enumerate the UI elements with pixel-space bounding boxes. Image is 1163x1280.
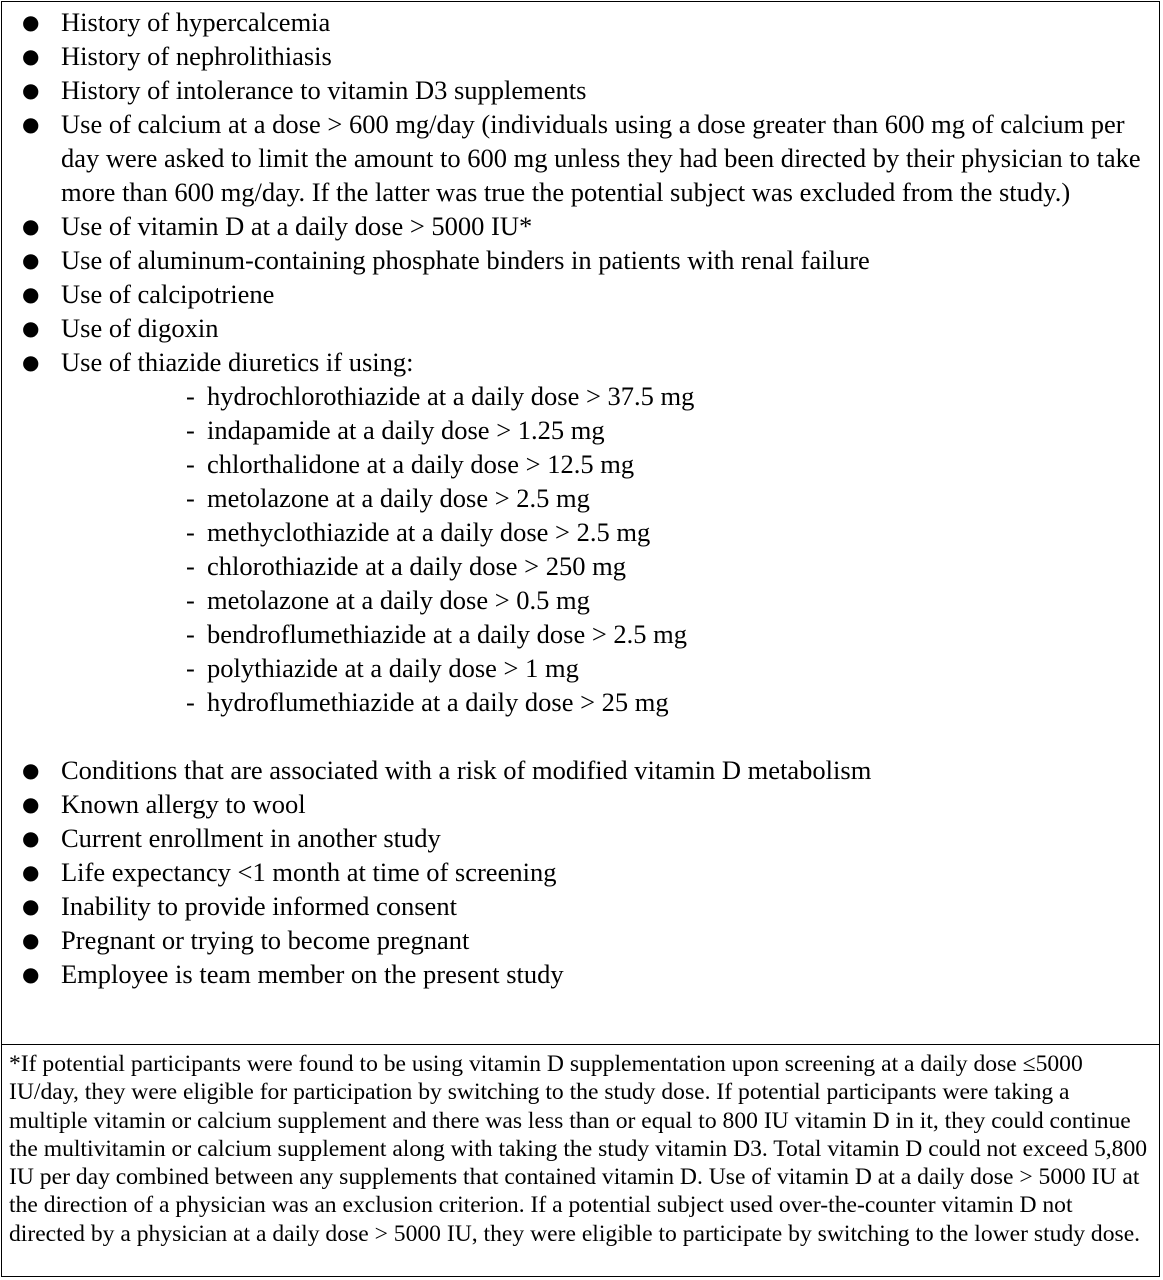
exclusion-criteria-table	[1, 1, 1160, 1277]
list-item	[2, 889, 1159, 923]
thiazide-sublist	[61, 379, 1145, 719]
bullet-icon: ●	[22, 792, 40, 816]
dash-icon: -	[186, 517, 195, 547]
sublist-item	[61, 515, 1145, 549]
bullet-icon: ●	[22, 214, 40, 238]
dash-icon: -	[186, 449, 195, 479]
subitem-text: chlorothiazide at a daily dose > 250 mg	[207, 551, 626, 581]
list-item-thiazide	[2, 345, 1159, 719]
bullet-icon: ●	[22, 316, 40, 340]
subitem-text: metolazone at a daily dose > 2.5 mg	[207, 483, 590, 513]
sublist-item	[61, 617, 1145, 651]
sublist-item	[61, 549, 1145, 583]
sublist-item	[61, 481, 1145, 515]
bullet-icon: ●	[22, 928, 40, 952]
list-item	[2, 209, 1159, 243]
criterion-text: Employee is team member on the present study	[61, 959, 564, 989]
list-item	[2, 957, 1159, 991]
bullet-icon: ●	[22, 860, 40, 884]
bullet-icon: ●	[22, 826, 40, 850]
footnote: *If potential participants were found to be using vitamin D supplementation upon screening at a daily dose ≤5000 IU/day, they were eligible for participation by switching to the study dose. If potential participants were taking a multiple vitamin or calcium supplement and there was less than or equal to 800 IU vitamin D in it, they could continue the multivitamin or calcium supplement along with taking the study vitamin D3. Total vitamin D could not exceed 5,800 IU per day combined between any supplements that contained vitamin D. Use of vitamin D at a daily dose > 5000 IU at the direction of a physician was an exclusion criterion. If a potential subject used over-the-counter vitamin D not directed by a physician at a daily dose > 5000 IU, they were eligible to participate by switching to the lower study dose.	[9, 1051, 1148, 1247]
criterion-text: Use of calcium at a dose > 600 mg/day (individuals using a dose greater than 600 mg of calcium per day were asked to limit the amount to 600 mg unless they had been directed by their physician to take more than 600 mg/day. If the latter was true the potential subject was excluded from the study.)	[61, 109, 1141, 207]
dash-icon: -	[186, 687, 195, 717]
bullet-icon: ●	[22, 962, 40, 986]
dash-icon: -	[186, 415, 195, 445]
criterion-text: History of nephrolithiasis	[61, 41, 332, 71]
subitem-text: indapamide at a daily dose > 1.25 mg	[207, 415, 605, 445]
bullet-icon: ●	[22, 112, 40, 136]
subitem-text: chlorthalidone at a daily dose > 12.5 mg	[207, 449, 635, 479]
bullet-icon: ●	[22, 10, 40, 34]
criterion-text: History of hypercalcemia	[61, 7, 331, 37]
subitem-text: hydrochlorothiazide at a daily dose > 37.5 mg	[207, 381, 695, 411]
list-item	[2, 855, 1159, 889]
sublist-item	[61, 447, 1145, 481]
list-item	[2, 39, 1159, 73]
list-item	[2, 73, 1159, 107]
subitem-text: hydroflumethiazide at a daily dose > 25 mg	[207, 687, 669, 717]
list-item	[2, 787, 1159, 821]
criterion-text: Use of aluminum-containing phosphate binders in patients with renal failure	[61, 245, 870, 275]
bullet-icon: ●	[22, 248, 40, 272]
dash-icon: -	[186, 653, 195, 683]
criterion-text: Use of calcipotriene	[61, 279, 275, 309]
list-item	[2, 753, 1159, 787]
criterion-text: Inability to provide informed consent	[61, 891, 457, 921]
criterion-text: Current enrollment in another study	[61, 823, 441, 853]
criterion-text: Life expectancy <1 month at time of screening	[61, 857, 557, 887]
criterion-text: Use of thiazide diuretics if using:	[61, 347, 414, 377]
criterion-text: Pregnant or trying to become pregnant	[61, 925, 470, 955]
subitem-text: methyclothiazide at a daily dose > 2.5 mg	[207, 517, 651, 547]
list-item	[2, 821, 1159, 855]
sublist-item	[61, 651, 1145, 685]
sublist-item	[61, 583, 1145, 617]
list-item	[2, 107, 1159, 209]
criterion-text: Use of digoxin	[61, 313, 219, 343]
bullet-icon: ●	[22, 78, 40, 102]
list-item	[2, 5, 1159, 39]
dash-icon: -	[186, 483, 195, 513]
criterion-text: Known allergy to wool	[61, 789, 306, 819]
subitem-text: metolazone at a daily dose > 0.5 mg	[207, 585, 590, 615]
list-item	[2, 923, 1159, 957]
dash-icon: -	[186, 619, 195, 649]
sublist-item	[61, 413, 1145, 447]
dash-icon: -	[186, 551, 195, 581]
bullet-icon: ●	[22, 894, 40, 918]
criterion-text: Use of vitamin D at a daily dose > 5000 IU*	[61, 211, 533, 241]
bullet-icon: ●	[22, 44, 40, 68]
bullet-icon: ●	[22, 350, 40, 374]
dash-icon: -	[186, 381, 195, 411]
sublist-item	[61, 685, 1145, 719]
criterion-text: History of intolerance to vitamin D3 supplements	[61, 75, 587, 105]
dash-icon: -	[186, 585, 195, 615]
list-item	[2, 311, 1159, 345]
subitem-text: polythiazide at a daily dose > 1 mg	[207, 653, 579, 683]
sublist-item	[61, 379, 1145, 413]
list-item	[2, 243, 1159, 277]
criteria-cell	[2, 2, 1159, 1045]
list-item	[2, 277, 1159, 311]
criterion-text: Conditions that are associated with a risk of modified vitamin D metabolism	[61, 755, 872, 785]
subitem-text: bendroflumethiazide at a daily dose > 2.5 mg	[207, 619, 688, 649]
criteria-list	[2, 5, 1159, 991]
bullet-icon: ●	[22, 282, 40, 306]
bullet-icon: ●	[22, 758, 40, 782]
